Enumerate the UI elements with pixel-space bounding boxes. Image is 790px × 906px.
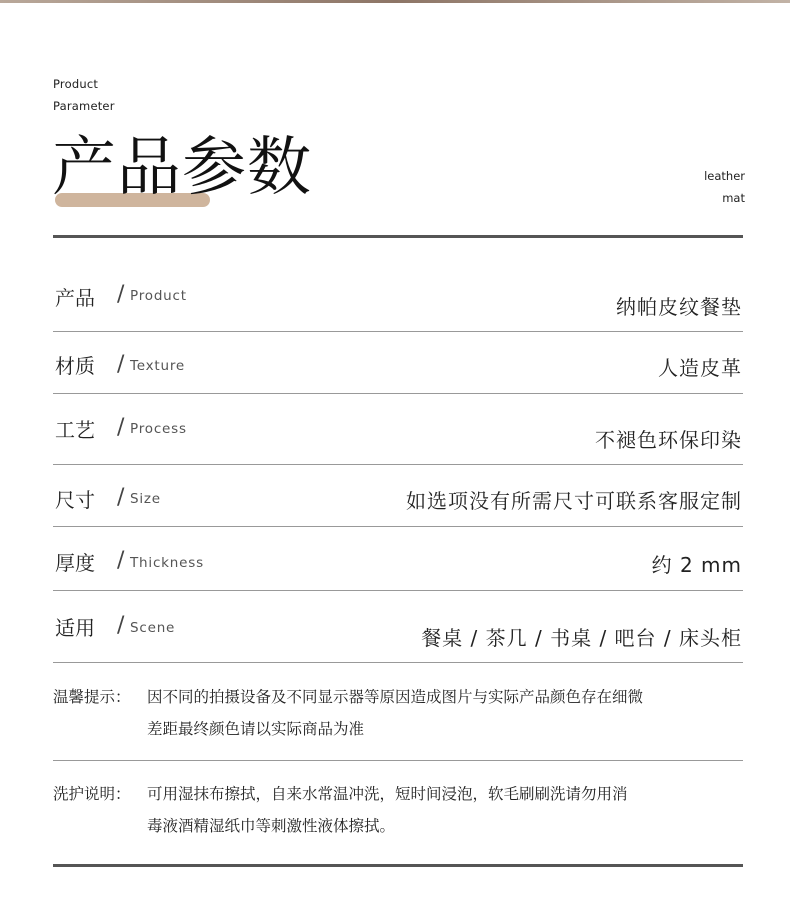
- wash-text: [147, 778, 747, 842]
- row-label-process: 工艺: [55, 418, 95, 442]
- row-en-process: Process: [130, 421, 187, 437]
- row-en-product: Product: [130, 288, 187, 304]
- header-en-product: Product: [53, 77, 99, 91]
- tip-note: [53, 681, 743, 745]
- row-divider: [53, 464, 743, 465]
- row-slash: /: [117, 282, 125, 307]
- wash-label: 洗护说明：: [53, 785, 131, 803]
- row-label-product: 产品: [55, 286, 95, 310]
- row-value-scene: 餐桌 / 茶几 / 书桌 / 吧台 / 床头柜: [421, 626, 742, 650]
- bottom-divider: [53, 864, 743, 867]
- row-divider: [53, 590, 743, 591]
- wash-note: [53, 778, 743, 842]
- row-en-thickness: Thickness: [130, 555, 204, 571]
- title-block: [52, 128, 352, 218]
- row-divider: [53, 331, 743, 332]
- wash-line-1: 可用湿抹布擦拭，自来水常温冲洗，短时间浸泡，软毛刷刷洗请勿用消: [147, 785, 628, 803]
- row-label-size: 尺寸: [55, 488, 95, 512]
- row-label-texture: 材质: [55, 354, 95, 378]
- row-label-scene: 适用: [55, 616, 95, 640]
- tip-line-2: 差距最终颜色请以实际商品为准: [147, 720, 365, 738]
- top-divider: [53, 235, 743, 238]
- page-title: 产品参数: [52, 131, 312, 205]
- row-value-texture: 人造皮革: [658, 356, 742, 380]
- row-slash: /: [117, 548, 125, 573]
- row-slash: /: [117, 352, 125, 377]
- row-value-size: 如选项没有所需尺寸可联系客服定制: [406, 489, 742, 513]
- row-slash: /: [117, 485, 125, 510]
- row-slash: /: [117, 613, 125, 638]
- right-label-mat: mat: [722, 191, 745, 205]
- row-label-thickness: 厚度: [55, 551, 95, 575]
- wash-line-2: 毒液酒精湿纸巾等刺激性液体擦拭。: [147, 817, 396, 835]
- row-en-scene: Scene: [130, 620, 176, 636]
- row-divider: [53, 526, 743, 527]
- row-value-thickness: 约 2 mm: [651, 553, 742, 577]
- row-slash: /: [117, 415, 125, 440]
- row-divider: [53, 393, 743, 394]
- row-value-process: 不褪色环保印染: [595, 428, 742, 452]
- row-en-texture: Texture: [130, 358, 186, 374]
- notes-divider: [53, 760, 743, 761]
- tip-text: [147, 681, 747, 745]
- row-divider: [53, 662, 743, 663]
- row-en-size: Size: [130, 491, 161, 507]
- tip-line-1: 因不同的拍摄设备及不同显示器等原因造成图片与实际产品颜色存在细微: [147, 688, 644, 706]
- header-en-parameter: Parameter: [53, 99, 115, 113]
- right-label-leather: leather: [704, 169, 745, 183]
- top-decorative-line: [0, 0, 790, 3]
- row-value-product: 纳帕皮纹餐垫: [616, 295, 742, 319]
- tip-label: 温馨提示：: [53, 688, 131, 706]
